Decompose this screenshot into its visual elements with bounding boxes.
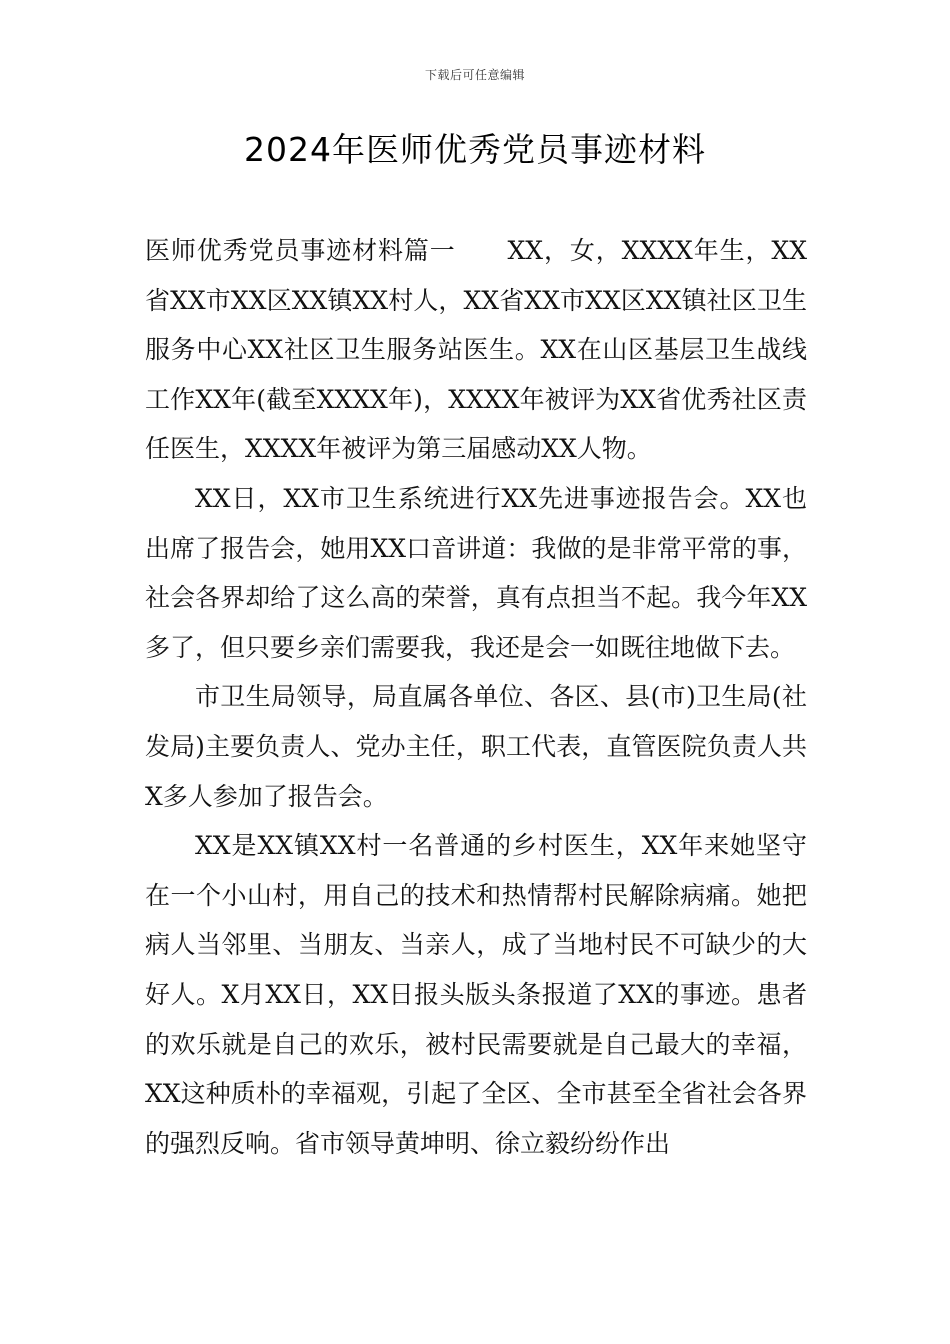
paragraph: 市卫生局领导，局直属各单位、各区、县(市)卫生局(社发局)主要负责人、党办主任，职工代表，直管医院负责人共X多人参加了报告会。 <box>145 682 807 811</box>
document-title: 2024年医师优秀党员事迹材料 <box>244 130 706 169</box>
document-body <box>145 226 807 1168</box>
paragraph: XX是XX镇XX村一名普通的乡村医生，XX年来她坚守在一个小山村，用自己的技术和热情帮村民解除病痛。她把病人当邻里、当朋友、当亲人，成了当地村民不可缺少的大好人。X月XX日，XX日报头版头条报道了XX的事迹。患者的欢乐就是自己的欢乐，被村民需要就是自己最大的幸福，XX这种质朴的幸福观，引起了全区、全市甚至全省社会各界的强烈反响。省市领导黄坤明、徐立毅纷纷作出 <box>145 831 807 1158</box>
paragraph: 医师优秀党员事迹材料篇一 XX，女，XXXX年生，XX省XX市XX区XX镇XX村人，XX省XX市XX区XX镇社区卫生服务中心XX社区卫生服务站医生。XX在山区基层卫生战线工作XX年(截至XXXX年)，XXXX年被评为XX省优秀社区责任医生，XXXX年被评为第三届感动XX人物。 <box>145 236 807 464</box>
paragraph: XX日，XX市卫生系统进行XX先进事迹报告会。XX也出席了报告会，她用XX口音讲道：我做的是非常平常的事，社会各界却给了这么高的荣誉，真有点担当不起。我今年XX多了，但只要乡亲们需要我，我还是会一如既往地做下去。 <box>145 483 807 662</box>
header-note: 下载后可任意编辑 <box>424 68 525 82</box>
